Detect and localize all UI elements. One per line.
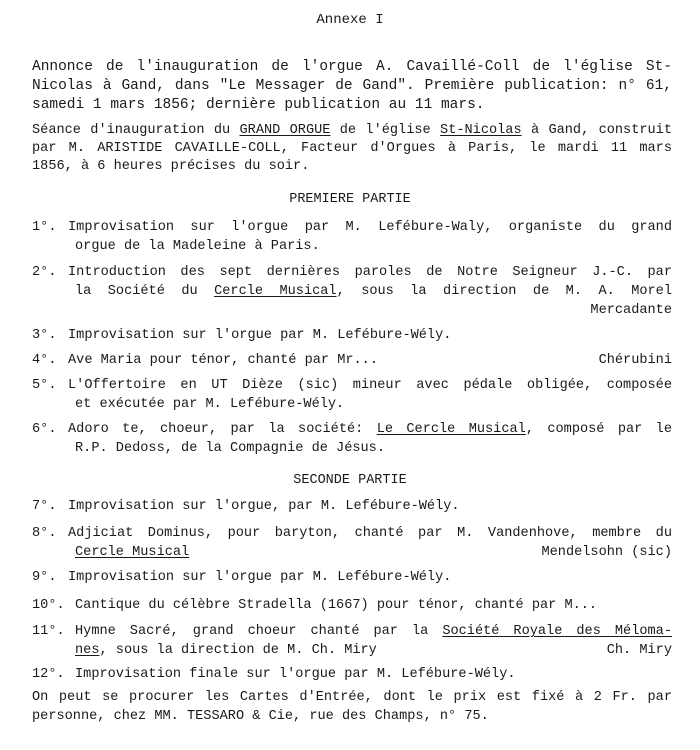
- item-text: Improvisation sur l'orgue par M. Lefébure-Waly, organiste du grand: [68, 220, 672, 235]
- premiere-partie-heading: PREMIERE PARTIE: [289, 192, 411, 207]
- program-item-6: [32, 420, 672, 458]
- item-text-continued: R.P. Dedoss, de la Compagnie de Jésus.: [75, 441, 385, 456]
- item-number: 10°.: [32, 598, 65, 613]
- item-text-continued: [32, 282, 672, 301]
- societe-royale-text: Société Royale des Méloma-: [442, 624, 672, 639]
- composer-name: Mendelsohn (sic): [541, 545, 672, 560]
- seance-paragraph: [32, 122, 672, 176]
- item-text-part: la Société du: [75, 284, 215, 299]
- page-title: Annexe I: [316, 12, 384, 28]
- item-number: 12°.: [32, 667, 65, 682]
- item-text: Improvisation sur l'orgue par M. Lefébure-Wély.: [68, 570, 452, 585]
- item-text: Ave Maria pour ténor, chanté par Mr...: [68, 353, 378, 368]
- composer-name: Mercadante: [590, 303, 672, 318]
- program-item-12: [32, 665, 672, 684]
- item-number: 6°.: [32, 422, 57, 437]
- item-text-part: , sous la direction de M. A. Morel: [336, 284, 672, 299]
- item-number: 8°.: [32, 526, 57, 541]
- item-text: Improvisation finale sur l'orgue par M. Lefébure-Wély.: [75, 667, 516, 682]
- item-number: 5°.: [32, 378, 57, 393]
- item-text: Improvisation sur l'orgue par M. Lefébure-Wély.: [68, 328, 452, 343]
- closing-paragraph: On peut se procurer les Cartes d'Entrée, dont le prix est fixé à 2 Fr. par personne, chez MM. TESSARO & Cie, rue des Champs, n° 75.: [32, 690, 672, 724]
- seance-text-b: de l'église: [330, 123, 441, 138]
- item-text-part: , composé par le: [525, 422, 672, 437]
- item-text: L'Offertoire en UT Dièze (sic) mineur avec pédale obligée, composée: [68, 378, 672, 393]
- program-item-8: [32, 524, 672, 562]
- item-number: 11°.: [32, 624, 65, 639]
- item-text-part: Adoro te, choeur, par la société:: [68, 422, 377, 437]
- item-number: 4°.: [32, 353, 57, 368]
- item-text-continued: orgue de la Madeleine à Paris.: [75, 239, 320, 254]
- item-text: Adjiciat Dominus, pour baryton, chanté par M. Vandenhove, membre du: [68, 526, 672, 541]
- program-item-2: [32, 263, 672, 320]
- program-item-3: [32, 326, 672, 345]
- seance-text-c: à Gand, construit par M. ARISTIDE CAVAILLE-COLL, Facteur d'Orgues à Paris, le mardi 11 mars 1856, à 6 heures précises du soir.: [32, 123, 672, 174]
- societe-royale-text-continued: nes: [75, 643, 100, 658]
- program-item-4: [32, 351, 672, 370]
- le-cercle-musical-text: Le Cercle Musical: [376, 422, 526, 437]
- program-item-11: [32, 622, 672, 660]
- seconde-partie-heading: SECONDE PARTIE: [293, 473, 407, 488]
- item-text-part: , sous la direction de M. Ch. Miry: [99, 643, 377, 658]
- item-text: Improvisation sur l'orgue, par M. Lefébure-Wély.: [68, 499, 460, 514]
- program-item-10: [32, 596, 672, 615]
- cercle-musical-text: Cercle Musical: [75, 545, 190, 560]
- seance-text-a: Séance d'inauguration du: [32, 123, 240, 138]
- item-number: 2°.: [32, 265, 57, 280]
- program-item-5: [32, 376, 672, 414]
- cercle-musical-text: Cercle Musical: [214, 284, 337, 299]
- item-text: Cantique du célèbre Stradella (1667) pour ténor, chanté par M...: [75, 598, 598, 613]
- item-number: 3°.: [32, 328, 57, 343]
- item-number: 9°.: [32, 570, 57, 585]
- intro-paragraph: Annonce de l'inauguration de l'orgue A. Cavaillé-Coll de l'église St-Nicolas à Gand, dans "Le Messager de Gand". Première publication: n° 61, samedi 1 mars 1856; dernière publication au 11 mars.: [32, 59, 672, 113]
- composer-name: Chérubini: [598, 353, 672, 368]
- item-text: Introduction des sept dernières paroles de Notre Seigneur J.-C. par: [68, 265, 672, 280]
- composer-name: Ch. Miry: [606, 643, 672, 658]
- item-number: 1°.: [32, 220, 57, 235]
- item-text-continued: et exécutée par M. Lefébure-Wély.: [75, 397, 345, 412]
- program-item-1: [32, 218, 672, 256]
- program-item-9: [32, 568, 672, 587]
- item-number: 7°.: [32, 499, 57, 514]
- program-item-7: [32, 497, 672, 516]
- st-nicolas-text: St-Nicolas: [440, 123, 522, 138]
- item-text-part: Hymne Sacré, grand choeur chanté par la: [75, 624, 443, 639]
- grand-orgue-text: GRAND ORGUE: [239, 123, 331, 138]
